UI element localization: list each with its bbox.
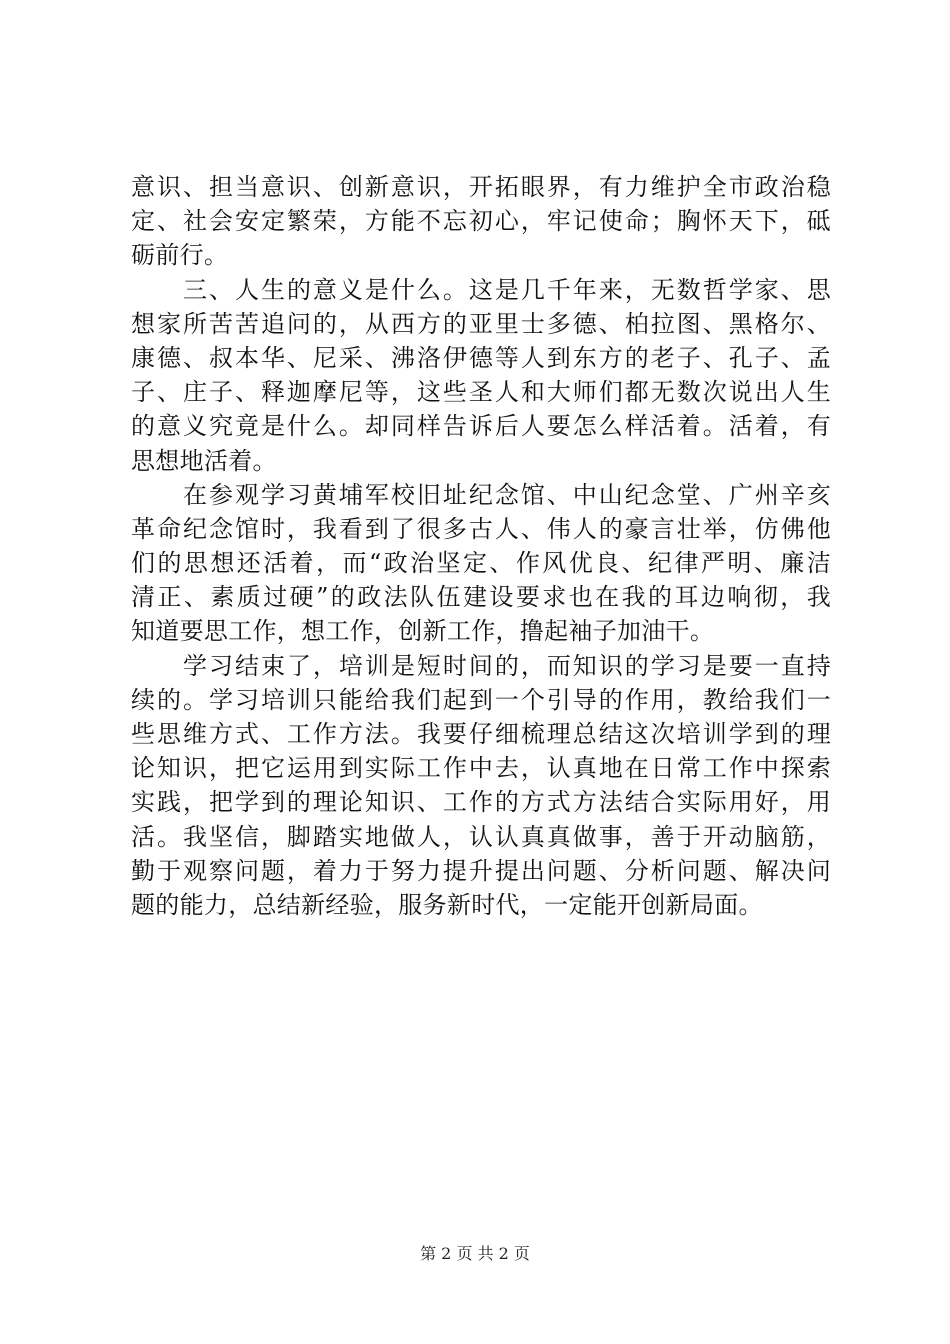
text-line: 革命纪念馆时，我看到了很多古人、伟人的豪言壮举，仿佛他 (131, 514, 831, 543)
text-line: 们的思想还活着，而“政治坚定、作风优良、纪律严明、廉洁 (131, 549, 831, 578)
text-line: 实践，把学到的理论知识、工作的方式方法结合实际用好，用 (131, 788, 831, 817)
text-line: 子、庄子、释迦摩尼等，这些圣人和大师们都无数次说出人生 (131, 378, 831, 407)
paragraph-start-line: 学习结束了，培训是短时间的，而知识的学习是要一直持 (183, 651, 831, 680)
body-text (131, 170, 831, 922)
text-line: 题的能力，总结新经验，服务新时代，一定能开创新局面。 (131, 890, 763, 919)
text-line: 的意义究竟是什么。却同样告诉后人要怎么样活着。活着，有 (131, 412, 831, 441)
text-line: 知道要思工作，想工作，创新工作，撸起袖子加油干。 (131, 617, 715, 646)
text-line: 清正、素质过硬”的政法队伍建设要求也在我的耳边响彻，我 (131, 583, 831, 612)
text-line: 想家所苦苦追问的，从西方的亚里士多德、柏拉图、黑格尔、 (131, 309, 831, 338)
text-line: 论知识，把它运用到实际工作中去，认真地在日常工作中探索 (131, 754, 831, 783)
paragraph-start-line: 在参观学习黄埔军校旧址纪念馆、中山纪念堂、广州辛亥 (183, 480, 831, 509)
text-line: 勤于观察问题，着力于努力提升提出问题、分析问题、解决问 (131, 856, 831, 885)
text-line: 康德、叔本华、尼采、沸洛伊德等人到东方的老子、孔子、孟 (131, 343, 831, 372)
paragraph-start-line: 三、人生的意义是什么。这是几千年来，无数哲学家、思 (183, 275, 831, 304)
text-line: 活。我坚信，脚踏实地做人，认认真真做事，善于开动脑筋， (131, 822, 831, 851)
text-line: 定、社会安定繁荣，方能不忘初心，牢记使命；胸怀天下，砥 (131, 207, 831, 236)
page-footer (0, 1243, 950, 1265)
text-line: 续的。学习培训只能给我们起到一个引导的作用，教给我们一 (131, 685, 831, 714)
page-number-label: 第 2 页 共 2 页 (420, 1244, 530, 1263)
text-line: 些思维方式、工作方法。我要仔细梳理总结这次培训学到的理 (131, 720, 831, 748)
text-line: 意识、担当意识、创新意识，开拓眼界，有力维护全市政治稳 (131, 173, 831, 201)
text-line: 砺前行。 (131, 241, 229, 270)
text-line: 思想地活着。 (131, 446, 277, 475)
